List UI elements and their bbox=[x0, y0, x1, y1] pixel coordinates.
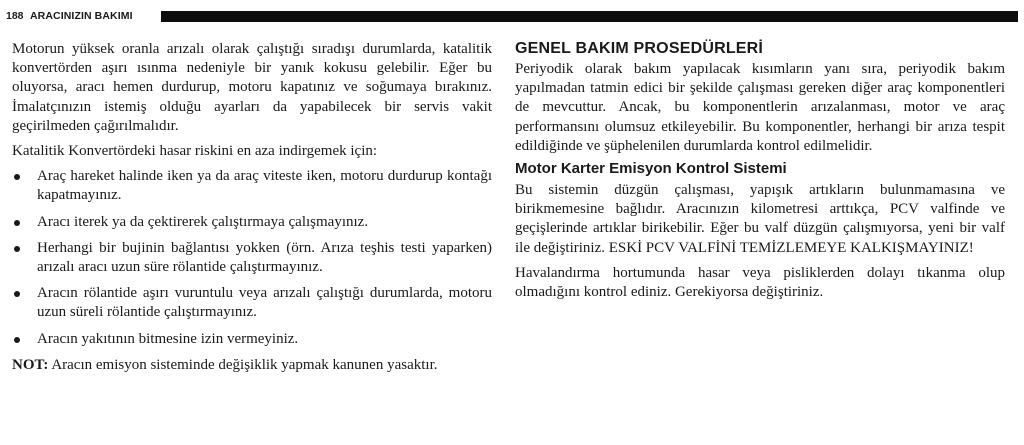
hose-paragraph: Havalandırma hortumunda hasar veya pisliklerden dolayı tıkanma olup olmadığını kontrol ediniz. Gerekiyorsa değiştiriniz. bbox=[515, 264, 1005, 301]
header-rule-bar bbox=[161, 11, 1018, 22]
section-heading: GENEL BAKIM PROSEDÜRLERİ bbox=[515, 40, 764, 57]
left-column bbox=[12, 40, 492, 375]
page-header bbox=[6, 8, 1018, 24]
list-item: Aracın rölantide aşırı vuruntulu veya arızalı çalıştığı durumlarda, motoru uzun süreli rölantide çalıştırmayınız. bbox=[12, 284, 492, 322]
pcv-paragraph: Bu sistemin düzgün çalışması, yapışık artıkların bulunmamasına ve birikmemesine bağlıdır. Aracınızın kilometresi arttıkça, PCV valfinde ve geçişlerinde artıklar birikebilir. Eğer bu valf düzgün çalışmıyorsa, yeni bir valf ile değiştiriniz. ESKİ PCV VALFİNİ TEMİZLEMEYE KALKIŞMAYINIZ! bbox=[515, 182, 1005, 256]
note-paragraph bbox=[12, 356, 492, 375]
risk-intro-paragraph: Katalitik Konvertördeki hasar riskini en aza indirgemek için: bbox=[12, 143, 378, 160]
note-text: Aracın emisyon sisteminde değişiklik yapmak kanunen yasaktır. bbox=[48, 356, 438, 373]
precaution-list bbox=[12, 167, 492, 349]
bullet-icon bbox=[14, 291, 20, 297]
intro-paragraph: Motorun yüksek oranla arızalı olarak çalıştığı sıradışı durumlarda, katalitik konvertörden aşırı ısınma nedeniyle bir yanık kokusu gelebilir. Eğer bu oluyorsa, aracı hemen durdurup, motoru kapatınız ve soğumaya bırakınız. İmalatçınızın istemiş olduğu ayarları da yapabilecek bir servis vakit geçirilmeden çağırılmalıdır. bbox=[12, 41, 492, 134]
section-title: ARACINIZIN BAKIMI bbox=[30, 10, 133, 22]
general-maintenance-paragraph: Periyodik olarak bakım yapılacak kısımların yanı sıra, periyodik bakım yapılmadan tatmin edici bir şekilde çalışması gereken diğer araç komponentleri de mevcuttur. Ancak, bu komponentlerin arızalanması, motor ve araç performansını olumsuz etkileyebilir. Bu komponentler, herhangi bir arıza tespit edildiğinde ve şüphelenilen durumlarda kontrol edilmelidir. bbox=[515, 61, 1005, 154]
list-item: Araç hareket halinde iken ya da araç viteste iken, motoru durdurup kontağı kapatmayınız. bbox=[12, 167, 492, 205]
list-item: Herhangi bir bujinin bağlantısı yokken (örn. Arıza teşhis testi yaparken) arızalı aracı uzun süre rölantide çalıştırmayınız. bbox=[12, 239, 492, 277]
bullet-icon bbox=[14, 220, 20, 226]
right-column bbox=[515, 38, 1005, 302]
note-label: NOT: bbox=[12, 356, 49, 373]
list-item: Aracı iterek ya da çektirerek çalıştırmaya çalışmayınız. bbox=[12, 213, 492, 232]
bullet-icon bbox=[14, 174, 20, 180]
list-item: Aracın yakıtının bitmesine izin vermeyiniz. bbox=[12, 330, 492, 349]
bullet-icon bbox=[14, 246, 20, 252]
subsection-heading: Motor Karter Emisyon Kontrol Sistemi bbox=[515, 160, 787, 178]
bullet-icon bbox=[14, 337, 20, 343]
page-number: 188 bbox=[6, 10, 24, 22]
